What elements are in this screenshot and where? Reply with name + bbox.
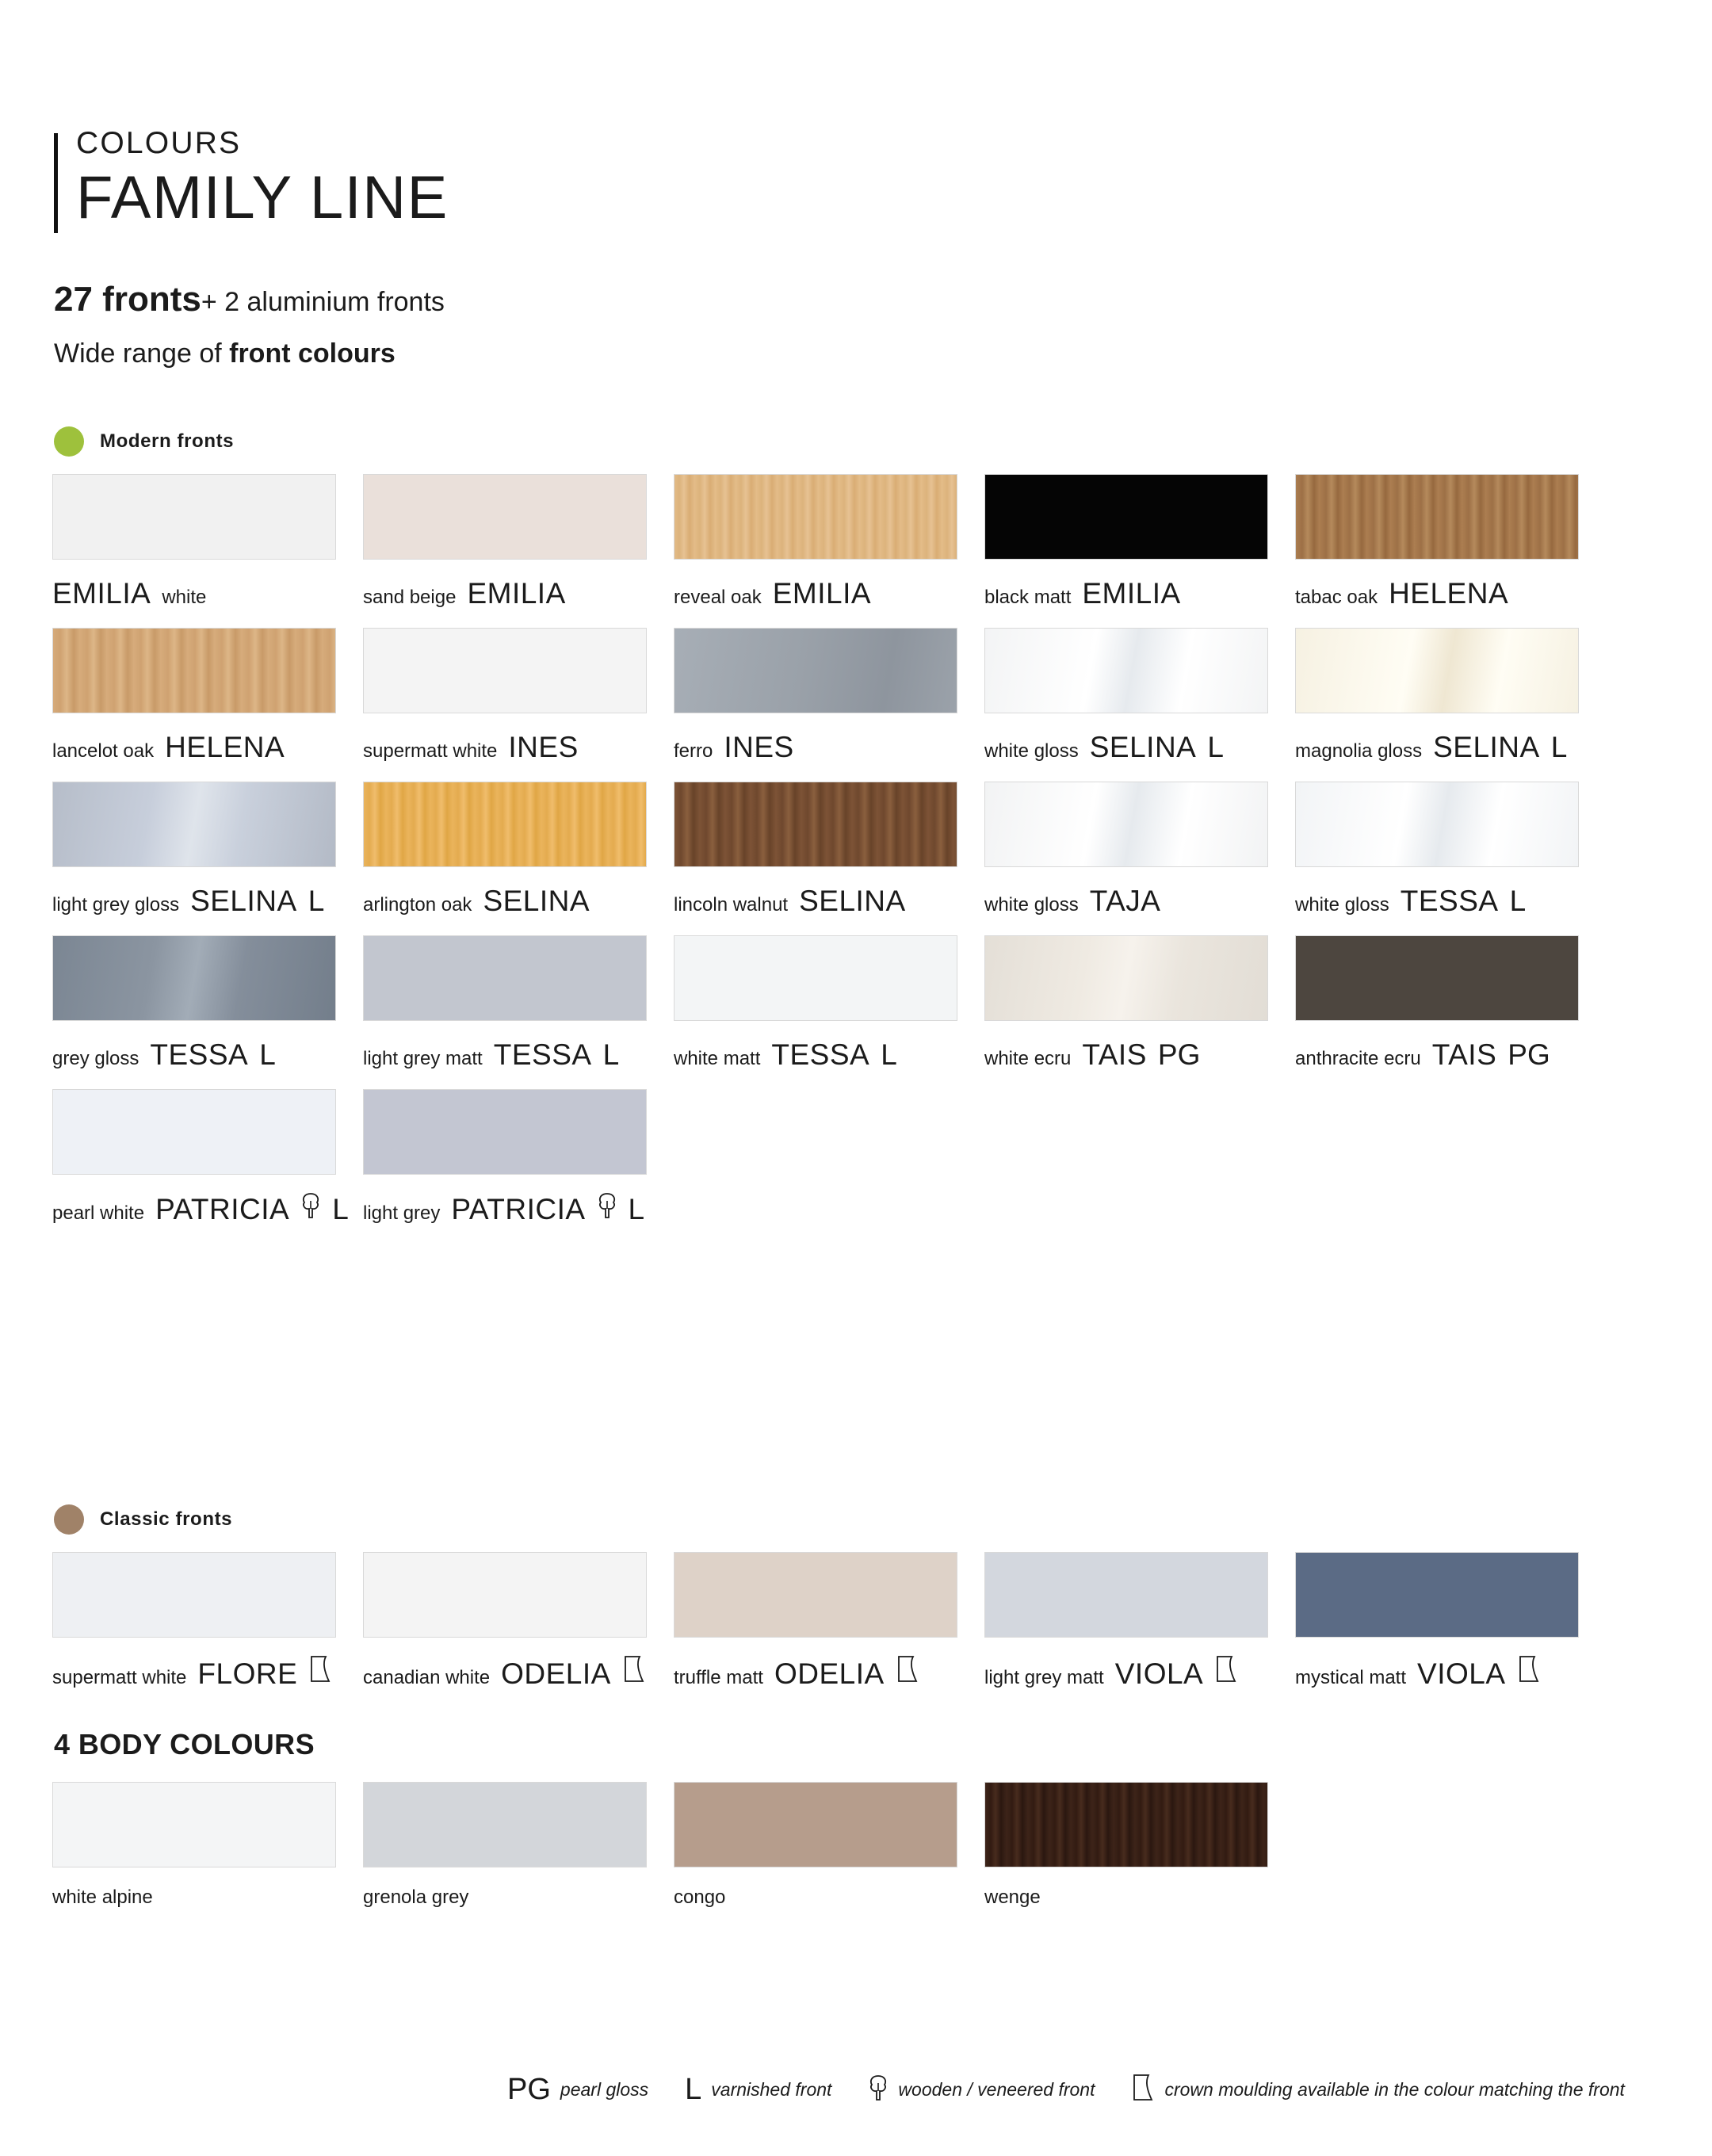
- classic-section-label: Classic fronts: [100, 1508, 233, 1530]
- legend-text: varnished front: [711, 2079, 832, 2100]
- page-title: FAMILY LINE: [76, 163, 449, 231]
- legend-text: wooden / veneered front: [898, 2079, 1095, 2100]
- classic-front-caption: [52, 1638, 363, 1706]
- crown-moulding-icon: [308, 1655, 332, 1688]
- modern-front-cell: [52, 1089, 363, 1243]
- modern-front-cell: [984, 935, 1295, 1089]
- modern-front-cell: [1295, 935, 1606, 1089]
- classic-front-swatch: [984, 1552, 1268, 1638]
- modern-front-code: L: [1550, 730, 1568, 763]
- range-line: [54, 338, 1712, 369]
- colour-catalogue-page: [0, 127, 1712, 2156]
- modern-front-swatch: [984, 782, 1268, 867]
- classic-front-name: VIOLA: [1114, 1657, 1204, 1690]
- modern-front-swatch: [1295, 474, 1579, 560]
- body-colour-caption: [674, 1867, 984, 1936]
- modern-front-caption: [674, 713, 984, 782]
- modern-front-name: EMILIA: [772, 576, 872, 610]
- modern-front-finish: light grey matt: [363, 1047, 483, 1069]
- modern-front-finish: white gloss: [984, 893, 1079, 916]
- modern-front-name: EMILIA: [467, 576, 566, 610]
- modern-front-cell: [363, 782, 674, 935]
- classic-front-finish: mystical matt: [1295, 1666, 1407, 1688]
- legend-code: PG: [507, 2073, 551, 2106]
- body-colour-swatch: [52, 1782, 336, 1867]
- modern-front-caption: [52, 867, 363, 935]
- fronts-count-line: [54, 280, 1712, 319]
- section-header-modern: [54, 426, 1712, 457]
- classic-front-cell: [1295, 1552, 1606, 1706]
- body-colour-name: white alpine: [52, 1886, 153, 1908]
- modern-front-name: TESSA: [1400, 884, 1499, 917]
- modern-front-cell: [363, 628, 674, 782]
- modern-front-name: TAIS: [1082, 1038, 1147, 1071]
- modern-front-caption: [363, 713, 674, 782]
- crown-moulding-icon: [1131, 2074, 1155, 2106]
- classic-front-caption: [1295, 1638, 1606, 1706]
- modern-front-code: L: [602, 1038, 620, 1071]
- range-bold: front colours: [229, 338, 396, 369]
- modern-front-finish: black matt: [984, 586, 1072, 608]
- modern-front-name: EMILIA: [1082, 576, 1181, 610]
- modern-front-name: PATRICIA: [451, 1192, 586, 1225]
- classic-front-finish: light grey matt: [984, 1666, 1104, 1688]
- modern-front-name: TAIS: [1431, 1038, 1497, 1071]
- classic-front-name: VIOLA: [1417, 1657, 1506, 1690]
- modern-front-code: L: [628, 1192, 645, 1225]
- modern-front-swatch: [674, 935, 957, 1021]
- crown-moulding-icon: [896, 1655, 919, 1688]
- modern-front-swatch: [52, 1089, 336, 1175]
- modern-front-code: PG: [1157, 1038, 1201, 1071]
- modern-front-caption: [363, 1021, 674, 1089]
- modern-front-swatch: [52, 935, 336, 1021]
- modern-front-name: HELENA: [1389, 576, 1509, 610]
- crown-moulding-icon: [1214, 1655, 1238, 1688]
- modern-front-name: EMILIA: [52, 576, 151, 610]
- modern-front-name: TAJA: [1089, 884, 1161, 917]
- modern-front-swatch: [52, 782, 336, 867]
- modern-front-caption: [52, 713, 363, 782]
- body-colour-cell: [674, 1782, 984, 1936]
- modern-front-cell: [1295, 474, 1606, 628]
- modern-front-name: TESSA: [150, 1038, 249, 1071]
- modern-front-cell: [984, 474, 1295, 628]
- legend-item: [1131, 2074, 1624, 2106]
- range-prefix: Wide range of: [54, 338, 230, 369]
- classic-front-name: FLORE: [197, 1657, 298, 1690]
- classic-fronts-grid: [52, 1552, 1712, 1706]
- modern-front-swatch: [1295, 935, 1579, 1021]
- modern-front-finish: tabac oak: [1295, 586, 1378, 608]
- classic-front-caption: [984, 1638, 1295, 1706]
- modern-front-caption: [1295, 560, 1606, 628]
- body-colours-title: 4 BODY COLOURS: [54, 1727, 315, 1760]
- body-colour-swatch: [674, 1782, 957, 1867]
- classic-front-swatch: [1295, 1552, 1579, 1638]
- classic-front-cell: [674, 1552, 984, 1706]
- modern-front-cell: [52, 782, 363, 935]
- modern-front-cell: [674, 935, 984, 1089]
- modern-front-finish: pearl white: [52, 1202, 145, 1224]
- classic-front-caption: [363, 1638, 674, 1706]
- modern-front-finish: anthracite ecru: [1295, 1047, 1421, 1069]
- modern-front-finish: light grey: [363, 1202, 441, 1224]
- modern-front-swatch: [984, 474, 1268, 560]
- modern-front-caption: [1295, 713, 1606, 782]
- modern-front-name: SELINA: [190, 884, 297, 917]
- classic-front-cell: [984, 1552, 1295, 1706]
- modern-front-name: TESSA: [493, 1038, 592, 1071]
- body-colour-cell: [363, 1782, 674, 1936]
- modern-front-caption: [363, 867, 674, 935]
- body-colour-name: wenge: [984, 1886, 1041, 1908]
- modern-front-finish: white gloss: [984, 740, 1079, 762]
- classic-section-dot: [54, 1504, 84, 1535]
- modern-front-finish: reveal oak: [674, 586, 762, 608]
- page-header: [54, 127, 1712, 231]
- modern-front-swatch: [674, 782, 957, 867]
- modern-front-name: INES: [724, 730, 794, 763]
- modern-front-swatch: [1295, 782, 1579, 867]
- fronts-extra: + 2 aluminium fronts: [201, 286, 445, 317]
- body-colours-grid: [52, 1782, 1712, 1936]
- classic-front-swatch: [674, 1552, 957, 1638]
- modern-front-swatch: [52, 628, 336, 713]
- modern-front-cell: [363, 1089, 674, 1243]
- modern-front-finish: grey gloss: [52, 1047, 139, 1069]
- modern-front-cell: [52, 474, 363, 628]
- classic-front-name: ODELIA: [501, 1657, 611, 1690]
- modern-front-code: L: [259, 1038, 276, 1071]
- modern-front-name: SELINA: [483, 884, 590, 917]
- body-colour-caption: [984, 1867, 1295, 1936]
- modern-section-label: Modern fronts: [100, 430, 235, 452]
- modern-front-caption: [984, 867, 1295, 935]
- body-colour-name: congo: [674, 1886, 726, 1908]
- legend-item: [868, 2074, 1095, 2105]
- modern-front-cell: [984, 782, 1295, 935]
- classic-front-finish: canadian white: [363, 1666, 491, 1688]
- classic-front-name: ODELIA: [774, 1657, 885, 1690]
- modern-front-name: HELENA: [165, 730, 285, 763]
- modern-front-trailing: white: [162, 586, 207, 608]
- modern-front-code: L: [308, 884, 325, 917]
- section-header-classic: [54, 1504, 1712, 1535]
- legend-item: [507, 2073, 648, 2107]
- classic-front-cell: [52, 1552, 363, 1706]
- page-eyebrow: COLOURS: [76, 126, 242, 160]
- modern-front-code: L: [332, 1192, 349, 1225]
- modern-front-finish: white ecru: [984, 1047, 1072, 1069]
- header-accent-bar: [54, 133, 58, 233]
- wooden-front-icon: [868, 2074, 888, 2105]
- modern-front-cell: [674, 474, 984, 628]
- modern-front-cell: [1295, 628, 1606, 782]
- modern-front-caption: [984, 713, 1295, 782]
- legend-code: L: [685, 2073, 702, 2106]
- body-colour-name: grenola grey: [363, 1886, 469, 1908]
- modern-front-caption: [984, 560, 1295, 628]
- modern-front-caption: [984, 1021, 1295, 1089]
- modern-front-cell: [363, 474, 674, 628]
- body-colour-swatch: [363, 1782, 647, 1867]
- modern-front-code: L: [881, 1038, 897, 1071]
- modern-front-cell: [674, 628, 984, 782]
- modern-front-swatch: [674, 474, 957, 560]
- modern-front-swatch: [674, 628, 957, 713]
- classic-front-cell: [363, 1552, 674, 1706]
- modern-front-cell: [984, 628, 1295, 782]
- modern-front-finish: supermatt white: [363, 740, 498, 762]
- wooden-front-icon: [597, 1192, 617, 1223]
- body-colour-swatch: [984, 1782, 1268, 1867]
- legend: [507, 2073, 1653, 2107]
- modern-front-swatch: [984, 628, 1268, 713]
- classic-front-swatch: [52, 1552, 336, 1638]
- modern-front-caption: [674, 560, 984, 628]
- modern-fronts-grid: [52, 474, 1712, 1243]
- crown-moulding-icon: [1517, 1655, 1541, 1688]
- modern-front-caption: [52, 1021, 363, 1089]
- modern-front-swatch: [984, 935, 1268, 1021]
- fronts-count: 27 fronts: [54, 279, 201, 319]
- modern-front-code: PG: [1508, 1038, 1550, 1071]
- modern-front-caption: [52, 560, 363, 628]
- modern-front-code: L: [1207, 730, 1224, 763]
- legend-item: [685, 2073, 831, 2107]
- modern-front-swatch: [363, 935, 647, 1021]
- modern-front-caption: [674, 867, 984, 935]
- body-colour-caption: [363, 1867, 674, 1936]
- body-colour-caption: [52, 1867, 363, 1936]
- crown-moulding-icon: [622, 1655, 646, 1688]
- modern-front-name: INES: [508, 730, 579, 763]
- modern-front-finish: ferro: [674, 740, 713, 762]
- modern-front-caption: [1295, 867, 1606, 935]
- modern-front-finish: arlington oak: [363, 893, 472, 916]
- modern-front-swatch: [363, 1089, 647, 1175]
- modern-front-code: L: [1509, 884, 1527, 917]
- body-colour-cell: [984, 1782, 1295, 1936]
- modern-front-name: TESSA: [771, 1038, 870, 1071]
- modern-front-finish: lancelot oak: [52, 740, 155, 762]
- legend-text: pearl gloss: [560, 2079, 649, 2100]
- body-colour-cell: [52, 1782, 363, 1936]
- modern-front-name: PATRICIA: [155, 1192, 290, 1225]
- modern-front-name: SELINA: [799, 884, 906, 917]
- wooden-front-icon: [300, 1192, 321, 1223]
- modern-front-cell: [52, 935, 363, 1089]
- modern-front-finish: white gloss: [1295, 893, 1389, 916]
- modern-front-name: SELINA: [1089, 730, 1197, 763]
- modern-front-finish: light grey gloss: [52, 893, 180, 916]
- modern-front-swatch: [363, 782, 647, 867]
- modern-front-swatch: [52, 474, 336, 560]
- legend-text: crown moulding available in the colour matching the front: [1164, 2079, 1625, 2100]
- modern-front-name: SELINA: [1433, 730, 1540, 763]
- classic-front-finish: supermatt white: [52, 1666, 187, 1688]
- modern-front-finish: magnolia gloss: [1295, 740, 1423, 762]
- modern-front-caption: [52, 1175, 363, 1243]
- modern-front-caption: [363, 1175, 674, 1243]
- modern-front-swatch: [363, 474, 647, 560]
- modern-front-cell: [363, 935, 674, 1089]
- modern-front-cell: [674, 782, 984, 935]
- classic-front-caption: [674, 1638, 984, 1706]
- modern-front-swatch: [1295, 628, 1579, 713]
- classic-front-swatch: [363, 1552, 647, 1638]
- classic-front-finish: truffle matt: [674, 1666, 763, 1688]
- modern-front-caption: [1295, 1021, 1606, 1089]
- modern-front-finish: sand beige: [363, 586, 457, 608]
- modern-front-finish: white matt: [674, 1047, 761, 1069]
- modern-front-caption: [363, 560, 674, 628]
- modern-front-cell: [52, 628, 363, 782]
- modern-front-finish: lincoln walnut: [674, 893, 789, 916]
- modern-front-swatch: [363, 628, 647, 713]
- modern-section-dot: [54, 426, 84, 457]
- modern-front-cell: [1295, 782, 1606, 935]
- modern-front-caption: [674, 1021, 984, 1089]
